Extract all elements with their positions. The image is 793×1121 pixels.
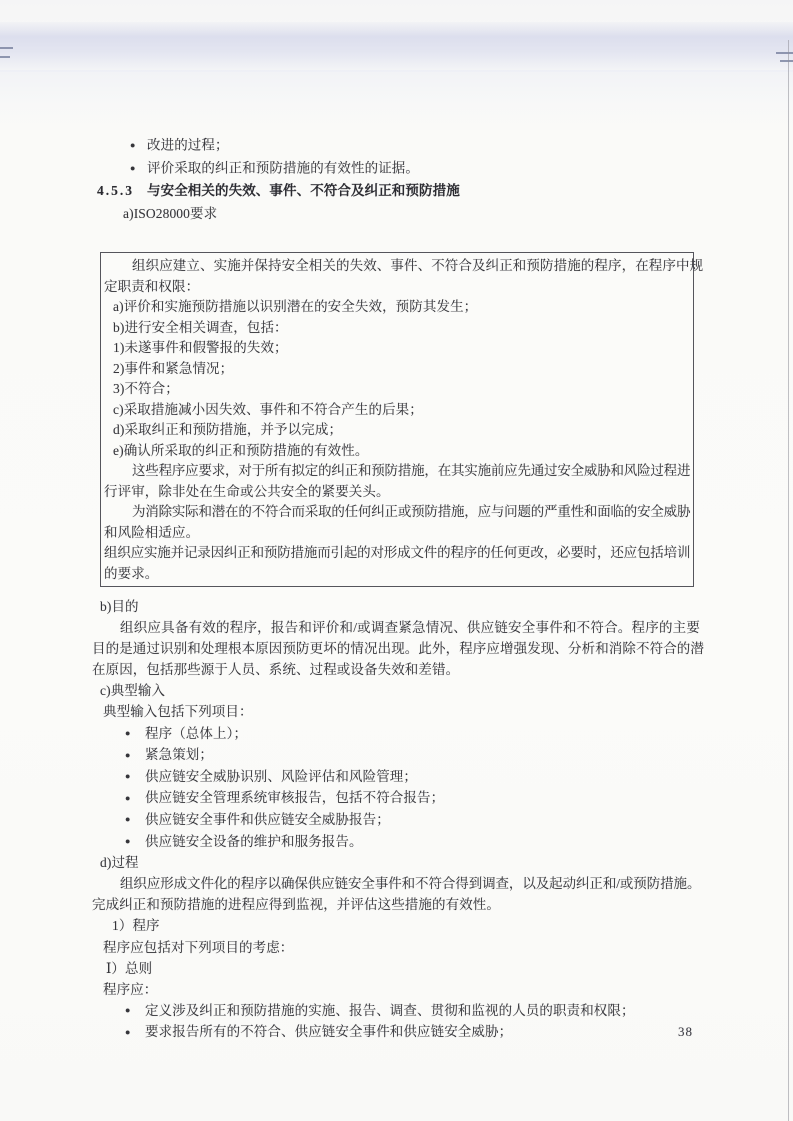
section-title: 与安全相关的失效、事件、不符合及纠正和预防措施	[147, 183, 460, 198]
requirement-box	[100, 252, 704, 587]
list-item-text: 程序（总体上）；	[145, 725, 248, 741]
paragraph-line: 组织应形成文件化的程序以确保供应链安全事件和不符合得到调查，以及起动纠正和/或预防措施。	[120, 876, 700, 892]
right-edge-mark	[776, 52, 793, 54]
bullet-icon: ●	[125, 728, 131, 739]
paragraph-line: 在原因，包括那些源于人员、系统、过程或设备失效和差错。	[92, 662, 460, 678]
paragraph-line: 目的是通过识别和处理根本原因预防更坏的情况出现。此外，程序应增强发现、分析和消除不符合的潜	[92, 641, 704, 657]
box-line: e)确认所采取的纠正和预防措施的有效性。	[113, 442, 369, 458]
bullet-icon: ●	[130, 163, 136, 173]
intro-block	[92, 134, 700, 225]
box-line: 这些程序应要求，对于所有拟定的纠正和预防措施，在其实施前应先通过安全威胁和风险过程进	[132, 463, 690, 478]
box-line: 3)不符合；	[113, 381, 179, 396]
list-item-text: 评价采取的纠正和预防措施的有效性的证据。	[147, 160, 419, 176]
left-edge-mark	[0, 56, 10, 58]
general-label: Ⅰ）总则	[106, 960, 153, 976]
box-line: 定职责和权限：	[104, 278, 200, 294]
box-line: 组织应实施并记录因纠正和预防措施而引起的对形成文件的程序的任何更改，必要时，还应包括培训	[104, 545, 690, 560]
list-item	[92, 1000, 700, 1022]
list-item-text: 要求报告所有的不符合、供应链安全事件和供应链安全威胁；	[145, 1024, 513, 1040]
page-edge-scan-line	[788, 40, 789, 1121]
box-line: d)采取纠正和预防措施，并予以完成；	[113, 422, 343, 437]
box-line: 2)事件和紧急情况；	[113, 360, 234, 376]
box-line: 1)未遂事件和假警报的失效；	[113, 340, 288, 355]
scan-band-artifact	[0, 22, 793, 72]
bullet-icon: ●	[125, 1005, 131, 1016]
list-item-text: 供应链安全管理系统审核报告，包括不符合报告；	[145, 790, 445, 806]
box-line: b)进行安全相关调查，包括：	[113, 319, 288, 335]
body-block	[92, 596, 704, 1043]
list-item-text: 供应链安全事件和供应链安全威胁报告；	[145, 811, 390, 827]
list-item	[92, 744, 700, 766]
list-item	[92, 787, 700, 809]
list-item	[92, 809, 700, 831]
bullet-icon: ●	[125, 771, 131, 782]
list-item-text: 供应链安全威胁识别、风险评估和风险管理；	[145, 768, 417, 784]
scan-band-fade-artifact	[0, 70, 793, 130]
purpose-label: b)目的	[100, 599, 139, 614]
list-item-text: 紧急策划；	[145, 747, 213, 763]
section-number: 4.5.3	[97, 183, 134, 198]
list-item-text: 改进的过程；	[147, 137, 229, 153]
list-item-text: 定义涉及纠正和预防措施的实施、报告、调查、贯彻和监视的人员的职责和权限；	[145, 1002, 635, 1018]
paragraph-line: 完成纠正和预防措施的进程应得到监视，并评估这些措施的有效性。	[92, 897, 500, 913]
box-line: 行评审，除非处在生命或公共安全的紧要关头。	[104, 483, 390, 499]
general-intro: 程序应：	[103, 981, 158, 997]
list-item	[92, 157, 700, 180]
bullet-icon: ●	[125, 749, 131, 760]
section-heading	[97, 180, 700, 203]
typical-input-label: c)典型输入	[100, 683, 166, 699]
list-item	[92, 1021, 700, 1043]
left-edge-mark	[0, 47, 13, 49]
box-line: a)评价和实施预防措施以识别潜在的安全失效，预防其发生；	[113, 299, 478, 314]
list-item	[92, 766, 700, 788]
list-item	[92, 831, 700, 853]
bullet-icon: ●	[125, 792, 131, 803]
procedure-label: 1）程序	[112, 918, 160, 934]
page-number: 38	[678, 1024, 693, 1039]
box-line: 和风险相适应。	[104, 524, 200, 540]
box-line: 的要求。	[104, 565, 159, 581]
bullet-icon: ●	[125, 836, 131, 847]
procedure-intro: 程序应包括对下列项目的考虑：	[103, 939, 294, 955]
iso-requirement-label: a)ISO28000要求	[123, 205, 218, 221]
box-line: 为消除实际和潜在的不符合而采取的任何纠正或预防措施，应与问题的严重性和面临的安全威胁	[132, 504, 690, 519]
bullet-icon: ●	[125, 1026, 131, 1037]
paragraph-line: 组织应具备有效的程序，报告和评价和/或调查紧急情况、供应链安全事件和不符合。程序的主要	[120, 620, 700, 636]
typical-input-intro: 典型输入包括下列项目：	[103, 704, 253, 720]
bullet-icon: ●	[130, 140, 136, 150]
box-line: 组织应建立、实施并保持安全相关的失效、事件、不符合及纠正和预防措施的程序，在程序中规	[132, 258, 704, 273]
bullet-icon: ●	[125, 814, 131, 825]
box-line: c)采取措施减小因失效、事件和不符合产生的后果；	[113, 401, 423, 417]
list-item-text: 供应链安全设备的维护和服务报告。	[145, 833, 363, 849]
process-label: d)过程	[100, 855, 139, 871]
list-item	[92, 723, 700, 745]
right-edge-mark	[780, 60, 793, 62]
list-item	[92, 134, 700, 157]
